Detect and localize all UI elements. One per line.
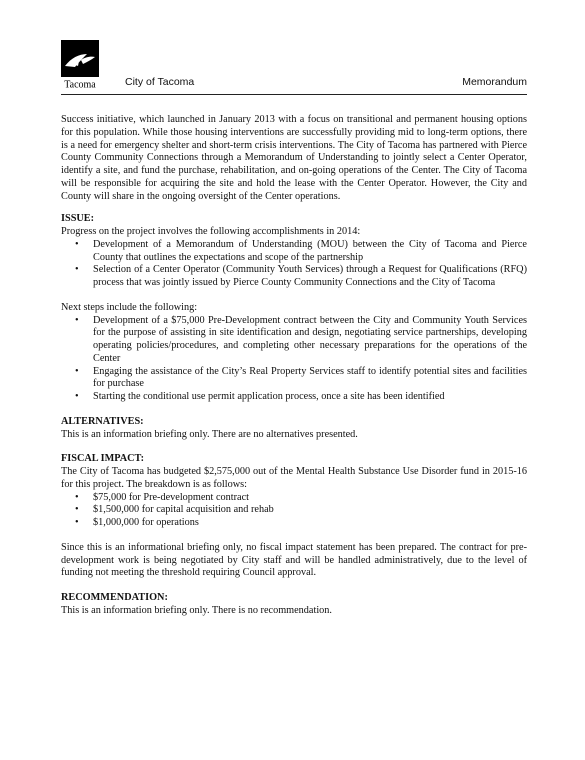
budget-breakdown-list bbox=[61, 492, 527, 530]
alternatives-text: This is an information briefing only. There are no alternatives presented. bbox=[61, 428, 358, 440]
list-item: • Selection of a Center Operator (Community Youth Services) through a Request for Qualifications (RFQ) process that was jointly issued by Pierce County Community Connections and the City of Tacoma bbox=[91, 264, 527, 290]
list-item: • Development of a Memorandum of Understanding (MOU) between the City of Tacoma and Pierce County that outlines the expectations and scope of the partnership bbox=[91, 239, 527, 265]
list-item: • $75,000 for Pre-development contract bbox=[91, 492, 527, 505]
next-steps-list bbox=[61, 315, 527, 404]
intro-paragraph: Success initiative, which launched in January 2013 with a focus on transitional and permanent housing options for this population. While those housing interventions are successfully providing mid to long-term options, there is a need for emergency shelter and short-term crisis interventions. The City of Tacoma has partnered with Pierce County Community Connections through a Memorandum of Understanding to jointly select a Center Operator, identify a site, and fund the purchase, rehabilitation, and on-going operations of the Center. The City of Tacoma will be responsible for acquiring the site and hold the lease with the Center Operator. However, the City and County will share in the ongoing oversight of the Center operations. bbox=[61, 114, 527, 202]
list-item: • Engaging the assistance of the City’s Real Property Services staff to identify potential sites and facilities for purchase bbox=[91, 366, 527, 392]
recommendation-text: This is an information briefing only. There is no recommendation. bbox=[61, 604, 332, 616]
fiscal-note: Since this is an informational briefing only, no fiscal impact statement has been prepared. The contract for pre-development work is being negotiated by City staff and will be handled administratively, due to the level of funding not meeting the threshold requiring Council approval. bbox=[61, 541, 527, 579]
fiscal-impact-text: The City of Tacoma has budgeted $2,575,000 out of the Mental Health Substance Use Disorder fund in 2015-16 for this project. The breakdown is as follows: bbox=[61, 466, 527, 490]
recommendation-heading: RECOMMENDATION: bbox=[61, 592, 168, 603]
list-item: • $1,000,000 for operations bbox=[91, 517, 527, 530]
memo-header bbox=[61, 40, 527, 99]
memo-body bbox=[61, 114, 527, 618]
logo-text: Tacoma bbox=[64, 79, 96, 90]
issue-heading: ISSUE: bbox=[61, 213, 95, 225]
city-label: City of Tacoma bbox=[125, 76, 195, 88]
issue-lead: Progress on the project involves the following accomplishments in 2014: bbox=[61, 226, 361, 237]
header-divider bbox=[61, 94, 527, 95]
fiscal-impact-heading: FISCAL IMPACT: bbox=[61, 453, 145, 465]
list-item: • $1,500,000 for capital acquisition and rehab bbox=[91, 504, 527, 517]
list-item: • Starting the conditional use permit application process, once a site has been identified bbox=[91, 391, 527, 404]
alternatives-heading: ALTERNATIVES: bbox=[61, 415, 144, 427]
list-item: • Development of a $75,000 Pre-Development contract between the City and Community Youth Services for the purpose of assisting in site identification and design, negotiating service partnerships, developing operating policies/procedures, and completing other necessary preparations for the operations of the Center bbox=[91, 315, 527, 366]
document-type: Memorandum bbox=[462, 76, 527, 88]
accomplishments-list bbox=[61, 239, 527, 290]
tacoma-logo bbox=[61, 40, 99, 90]
next-steps-lead: Next steps include the following: bbox=[61, 301, 198, 313]
